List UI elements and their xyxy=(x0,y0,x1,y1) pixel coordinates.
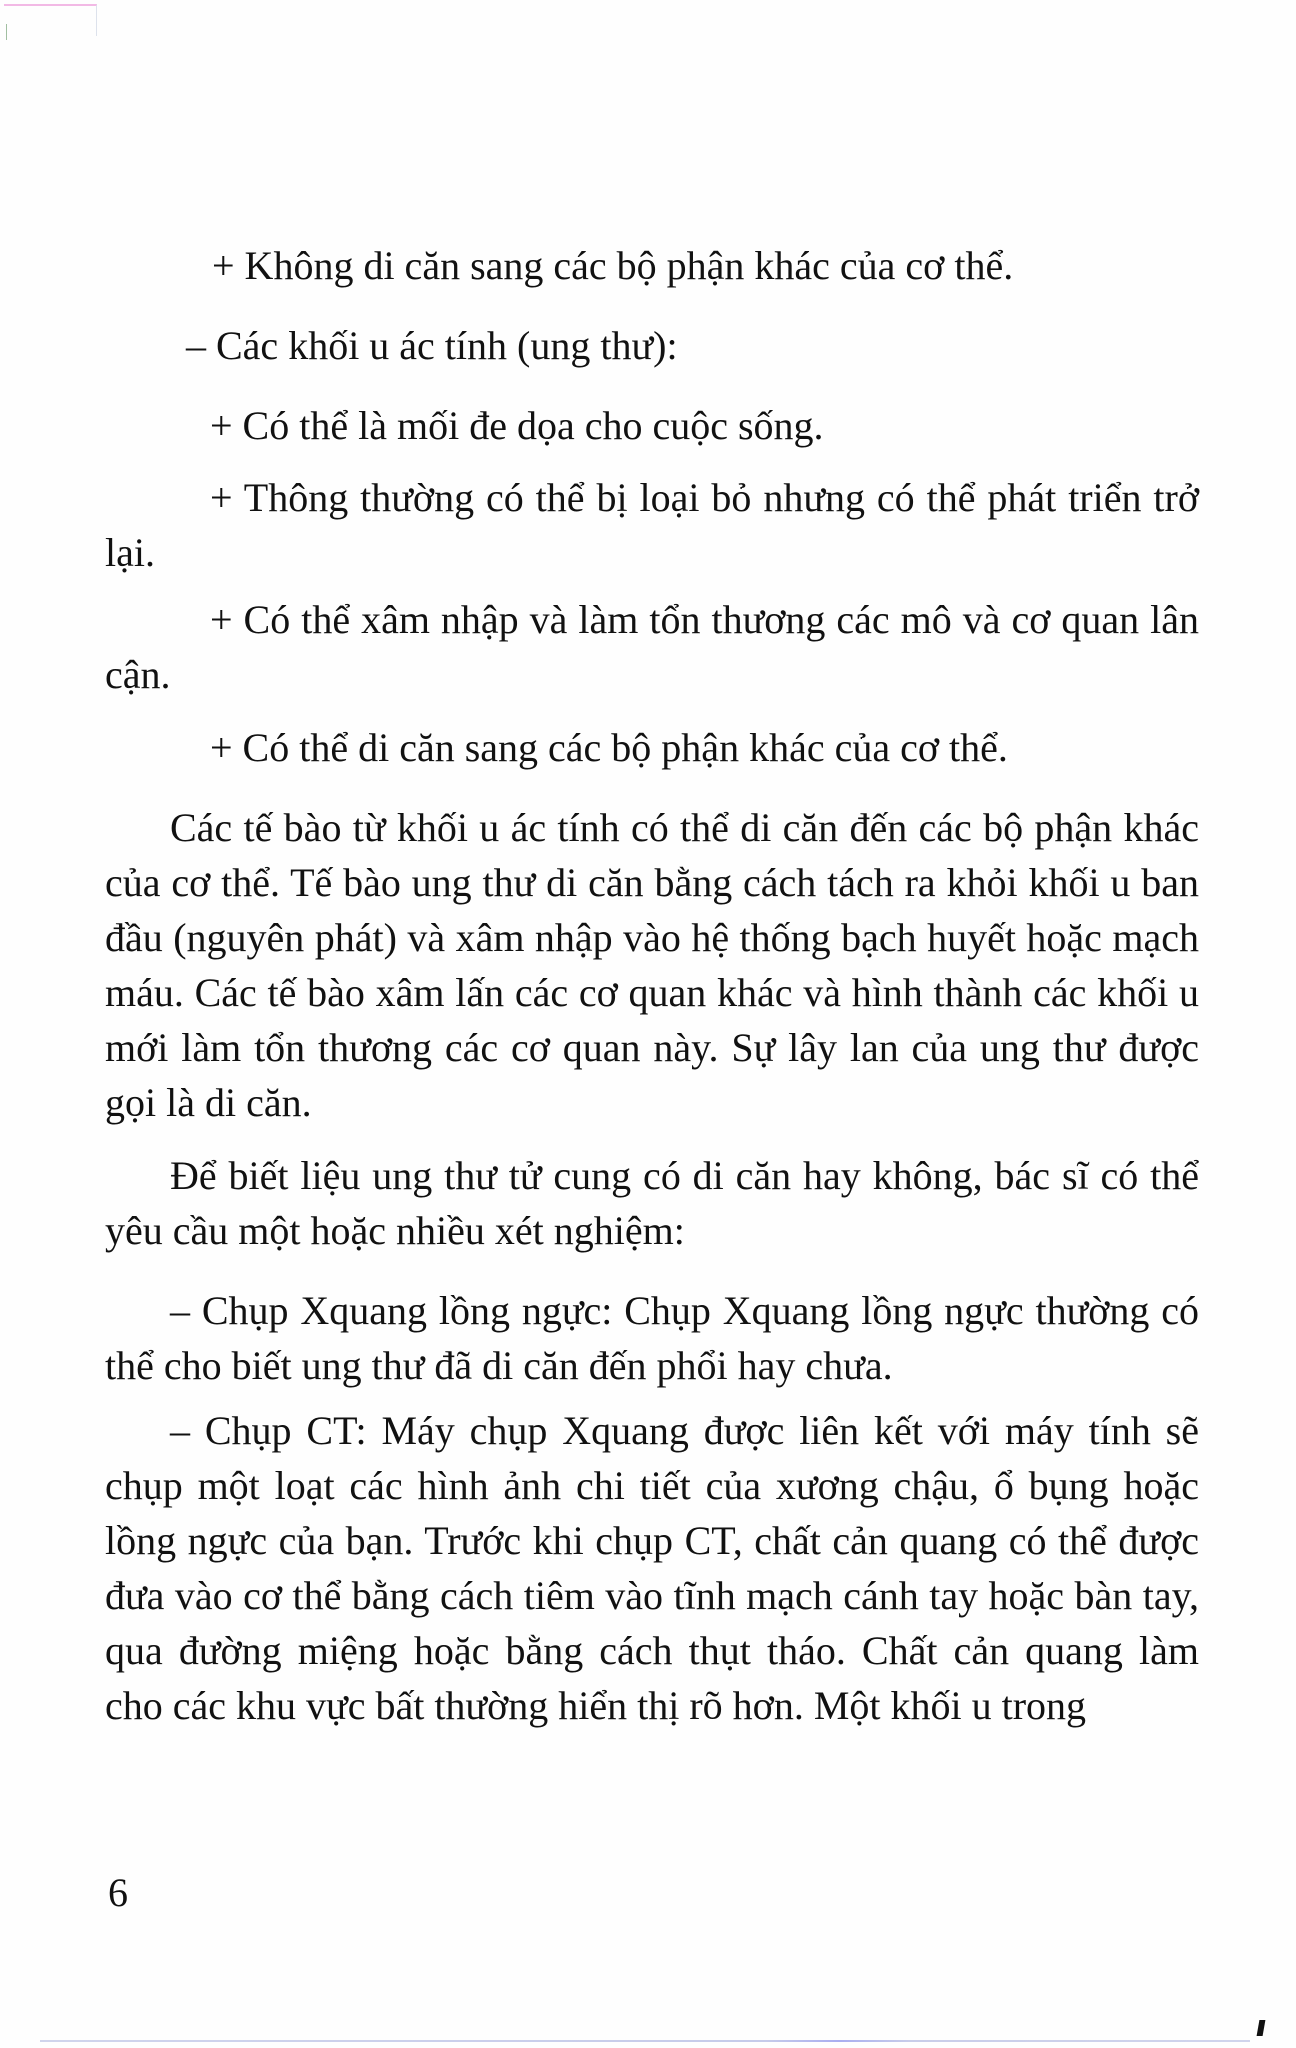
scan-corner-mark xyxy=(4,4,97,36)
paragraph-text: + Thông thường có thể bị loại bỏ nhưng có thể phát triển trở lại. xyxy=(105,475,1199,575)
bullet-line-no-metastasis: + Không di căn sang các bộ phận khác của cơ thể. xyxy=(212,243,1014,288)
paragraph-text: Các tế bào từ khối u ác tính có thể di căn đến các bộ phận khác của cơ thể. Tế bào ung thư di căn bằng cách tách ra khỏi khối u ban đầu (nguyên phát) và xâm nhập vào hệ thống bạch huyết hoặc mạch máu. Các tế bào xâm lấn các cơ quan khác và hình thành các khối u mới làm tổn thương các cơ quan này. Sự lây lan của ung thư được gọi là di căn. xyxy=(105,805,1199,1125)
paragraph-text: Để biết liệu ung thư tử cung có di căn hay không, bác sĩ có thể yêu cầu một hoặc nhiều xét nghiệm: xyxy=(105,1153,1199,1253)
dash-line-malignant-tumors: – Các khối u ác tính (ung thư): xyxy=(186,323,678,368)
page-number: 6 xyxy=(108,1870,128,1915)
paragraph-chest-xray xyxy=(105,1283,1199,1393)
paragraph-text: – Chụp Xquang lồng ngực: Chụp Xquang lồng ngực thường có thể cho biết ung thư đã di căn đến phổi hay chưa. xyxy=(105,1288,1199,1388)
bullet-line-life-threat: + Có thể là mối đe dọa cho cuộc sống. xyxy=(210,403,824,448)
paragraph-metastasis-explanation xyxy=(105,800,1199,1130)
bullet-line-metastasize: + Có thể di căn sang các bộ phận khác của cơ thể. xyxy=(210,725,1008,770)
paragraph-text: – Chụp CT: Máy chụp Xquang được liên kết với máy tính sẽ chụp một loạt các hình ảnh chi tiết của xương chậu, ổ bụng hoặc lồng ngực của bạn. Trước khi chụp CT, chất cản quang có thể được đưa vào cơ thể bằng cách tiêm vào tĩnh mạch cánh tay hoặc bàn tay, qua đường miệng hoặc bằng cách thụt tháo. Chất cản quang làm cho các khu vực bất thường hiển thị rõ hơn. Một khối u trong xyxy=(105,1408,1199,1728)
paragraph-can-regrow xyxy=(105,470,1199,580)
scan-corner-tick xyxy=(1257,2020,1266,2036)
paragraph-invade-tissue xyxy=(105,592,1199,702)
scan-bottom-edge xyxy=(40,2040,1250,2042)
paragraph-text: + Có thể xâm nhập và làm tổn thương các mô và cơ quan lân cận. xyxy=(105,597,1199,697)
paragraph-tests-intro xyxy=(105,1148,1199,1258)
paragraph-ct-scan xyxy=(105,1403,1199,1733)
